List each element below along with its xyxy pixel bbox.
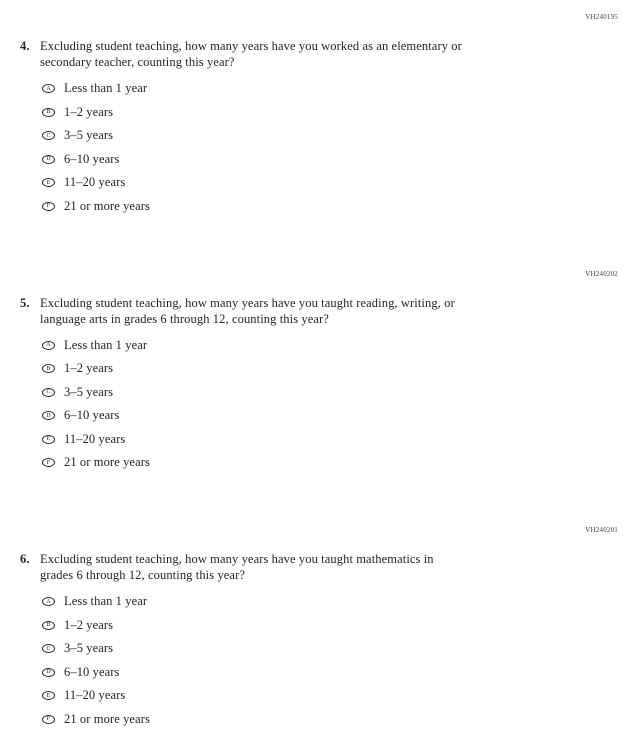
item-code: VH240195 — [585, 13, 618, 21]
answer-option[interactable] — [42, 105, 627, 120]
answer-option[interactable] — [42, 81, 627, 96]
answer-label: 11–20 years — [64, 431, 126, 446]
answer-letter: D — [46, 669, 51, 675]
answer-oval-icon[interactable] — [42, 597, 55, 606]
answer-label: 3–5 years — [64, 641, 114, 655]
answer-oval-icon[interactable] — [42, 621, 55, 630]
question-text-line: secondary teacher, counting this year? — [40, 55, 235, 69]
answer-option[interactable] — [42, 128, 627, 143]
question-text — [40, 295, 455, 327]
item-code: VH240202 — [585, 269, 618, 278]
answer-oval-icon[interactable] — [42, 715, 55, 724]
question-block-5 — [0, 270, 627, 471]
answer-label: 11–20 years — [64, 688, 126, 702]
question-text — [40, 551, 434, 583]
answer-option[interactable] — [42, 688, 627, 703]
answer-option[interactable] — [42, 432, 627, 447]
answer-label: Less than 1 year — [64, 594, 148, 608]
question-text-row — [20, 551, 609, 583]
answer-oval-icon[interactable] — [42, 202, 55, 211]
answer-letter: C — [46, 645, 51, 652]
answer-label: 3–5 years — [64, 128, 114, 142]
answer-oval-icon[interactable] — [42, 458, 55, 467]
answer-letter: F — [46, 203, 51, 209]
question-block-4 — [0, 13, 627, 214]
answer-option[interactable] — [42, 455, 627, 470]
answer-oval-icon[interactable] — [42, 341, 55, 350]
answer-oval-icon[interactable] — [42, 131, 55, 140]
question-text-row — [20, 295, 609, 327]
answer-letter: A — [46, 598, 51, 605]
answer-label: Less than 1 year — [64, 81, 148, 95]
answer-label: 6–10 years — [64, 664, 120, 679]
item-code: VH240201 — [585, 526, 618, 534]
question-number: 5. — [20, 295, 30, 310]
answer-oval-icon[interactable] — [42, 84, 55, 93]
answer-oval-icon[interactable] — [42, 364, 55, 373]
question-text-line: Excluding student teaching, how many years have you taught mathematics in — [40, 552, 434, 566]
answer-oval-icon[interactable] — [42, 668, 55, 677]
answer-oval-icon[interactable] — [42, 691, 55, 700]
answer-option[interactable] — [42, 385, 627, 400]
answer-oval-icon[interactable] — [42, 411, 55, 420]
question-text-line: Excluding student teaching, how many years have you worked as an elementary or — [40, 39, 462, 53]
answer-label: 1–2 years — [64, 617, 114, 632]
answer-option[interactable] — [42, 712, 627, 727]
question-text — [40, 38, 462, 70]
answer-option[interactable] — [42, 641, 627, 656]
question-text-line: language arts in grades 6 through 12, counting this year? — [40, 311, 329, 326]
answer-letter: B — [46, 365, 51, 372]
answer-letter: C — [46, 132, 51, 139]
answer-option[interactable] — [42, 152, 627, 167]
answer-option[interactable] — [42, 665, 627, 680]
answer-letter: A — [46, 342, 51, 348]
answer-label: 6–10 years — [64, 151, 120, 166]
answer-letter: D — [46, 412, 51, 419]
answer-oval-icon[interactable] — [42, 435, 55, 444]
answer-letter: E — [46, 436, 51, 442]
answer-letter: F — [46, 716, 51, 722]
answer-option[interactable] — [42, 408, 627, 423]
answer-oval-icon[interactable] — [42, 178, 55, 187]
answer-label: 21 or more years — [64, 711, 150, 726]
answer-label: 11–20 years — [64, 175, 126, 189]
question-text-row — [20, 38, 609, 70]
answer-letter: A — [46, 85, 51, 92]
answer-letter: B — [46, 622, 51, 628]
answer-option[interactable] — [42, 199, 627, 214]
answer-label: 1–2 years — [64, 104, 114, 119]
answer-options — [42, 81, 627, 214]
question-text-line: Excluding student teaching, how many years have you taught reading, writing, or — [40, 295, 455, 310]
answer-oval-icon[interactable] — [42, 644, 55, 653]
question-text-line: grades 6 through 12, counting this year? — [40, 568, 245, 582]
answer-label: 6–10 years — [64, 408, 120, 422]
answer-letter: C — [46, 389, 51, 395]
answer-oval-icon[interactable] — [42, 388, 55, 397]
answer-oval-icon[interactable] — [42, 155, 55, 164]
answer-letter: B — [46, 109, 51, 115]
answer-options — [42, 338, 627, 471]
question-block-6 — [0, 526, 627, 727]
answer-option[interactable] — [42, 361, 627, 376]
answer-label: 21 or more years — [64, 455, 150, 469]
answer-label: Less than 1 year — [64, 337, 148, 352]
answer-oval-icon[interactable] — [42, 108, 55, 117]
answer-option[interactable] — [42, 618, 627, 633]
answer-label: 21 or more years — [64, 198, 150, 213]
answer-label: 3–5 years — [64, 384, 114, 399]
answer-letter: F — [46, 459, 51, 466]
answer-letter: D — [46, 156, 51, 162]
answer-option[interactable] — [42, 175, 627, 190]
answer-option[interactable] — [42, 594, 627, 609]
answer-label: 1–2 years — [64, 361, 114, 375]
question-number: 4. — [20, 39, 30, 53]
question-number: 6. — [20, 552, 30, 566]
answer-options — [42, 594, 627, 727]
answer-letter: E — [46, 179, 51, 186]
answer-letter: E — [46, 692, 51, 699]
answer-option[interactable] — [42, 338, 627, 353]
